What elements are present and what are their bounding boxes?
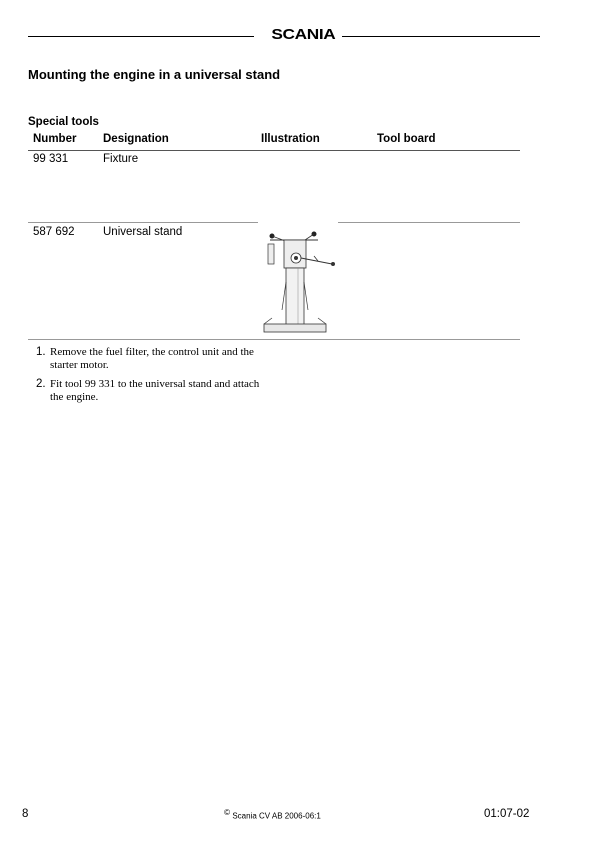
header-rule-right <box>342 36 540 37</box>
page-number: 8 <box>22 808 29 820</box>
step-text: Remove the fuel filter, the control unit and the starter motor. <box>50 346 254 371</box>
copyright-symbol: © <box>224 808 231 817</box>
procedure-steps <box>28 346 268 410</box>
document-code: 01:07-02 <box>484 808 530 820</box>
scania-logo: SCANIA <box>271 26 336 43</box>
special-tools-label: Special tools <box>28 116 99 128</box>
tool-number-cell: 99 331 <box>33 153 69 165</box>
step-number: 1. <box>36 346 46 358</box>
universal-stand-illustration <box>258 222 338 338</box>
step-number: 2. <box>36 378 46 390</box>
table-header-rule <box>28 150 520 151</box>
col-header-number: Number <box>33 133 77 145</box>
table-bottom-rule <box>28 339 520 340</box>
procedure-step <box>28 346 268 372</box>
tool-number-cell: 587 692 <box>33 226 75 238</box>
col-header-illustration: Illustration <box>261 133 320 145</box>
procedure-step <box>28 378 268 404</box>
tool-designation-cell: Fixture <box>103 153 139 165</box>
tool-designation-cell: Universal stand <box>103 226 183 238</box>
step-text: Fit tool 99 331 to the universal stand and attach the engine. <box>50 378 260 403</box>
header-rule-left <box>28 36 254 37</box>
copyright-notice <box>0 808 545 821</box>
copyright-text: Scania CV AB 2006-06:1 <box>232 811 321 821</box>
page-title: Mounting the engine in a universal stand <box>28 67 281 82</box>
col-header-tool-board: Tool board <box>377 133 436 145</box>
col-header-designation: Designation <box>103 133 169 145</box>
